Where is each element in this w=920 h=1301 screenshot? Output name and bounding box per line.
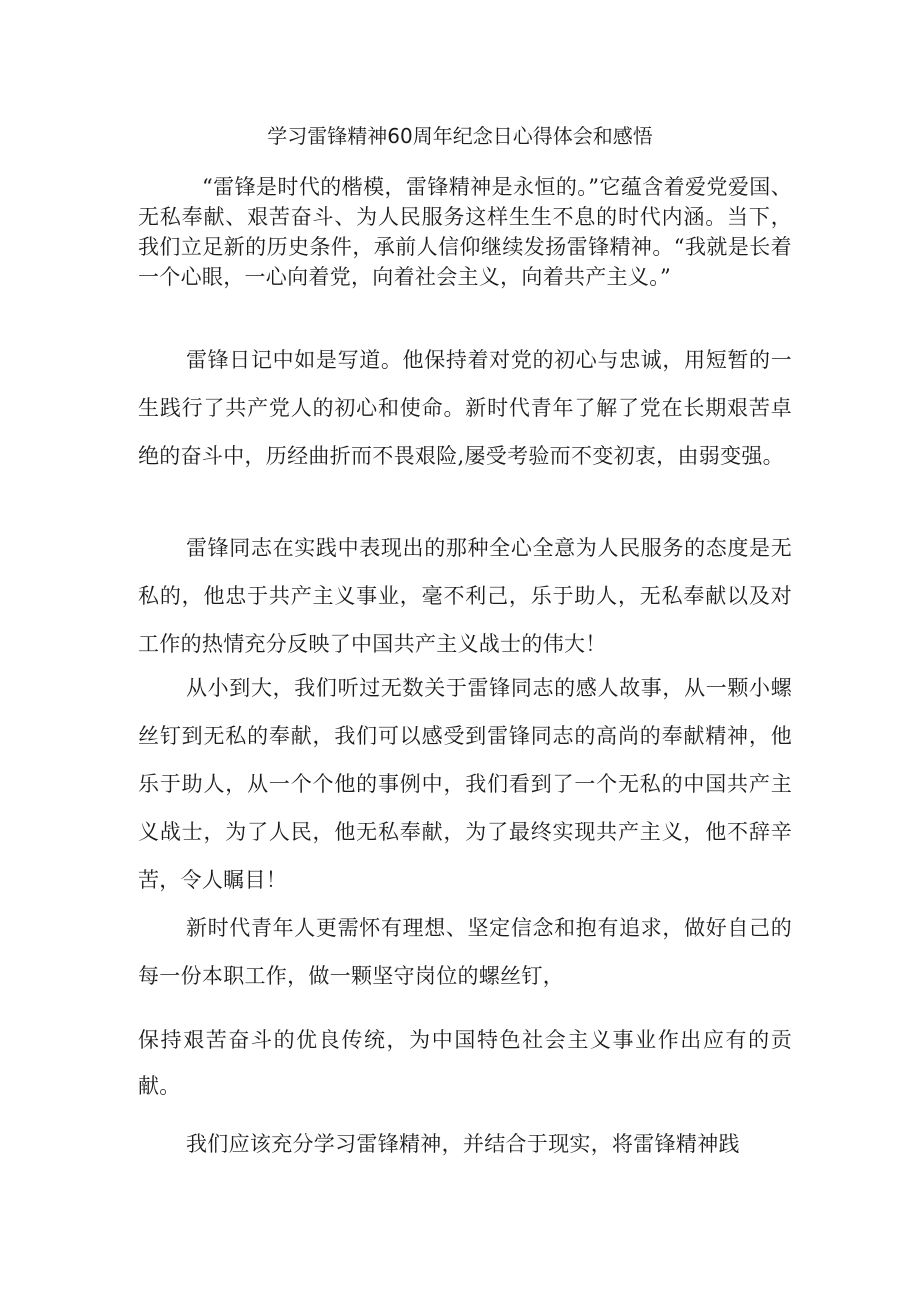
document-title: 学习雷锋精神60周年纪念日心得体会和感悟: [267, 124, 653, 148]
paragraph-2: 雷锋日记中如是写道。他保持着对党的初心与忠诚，用短暂的一生践行了共产党人的初心和使命。新时代青年了解了党在长期艰苦卓绝的奋斗中，历经曲折而不畏艰险,屡受考验而不变初衷，由弱变强。: [138, 348, 792, 468]
paragraph-7: 我们应该充分学习雷锋精神，并结合于现实，将雷锋精神践: [186, 1132, 740, 1156]
paragraph-3: 雷锋同志在实践中表现出的那种全心全意为人民服务的态度是无私的，他忠于共产主义事业，毫不利己，乐于助人，无私奉献以及对工作的热情充分反映了中国共产主义战士的伟大！: [138, 536, 792, 656]
paragraph-5: 新时代青年人更需怀有理想、坚定信念和抱有追求，做好自己的每一份本职工作，做一颗坚守岗位的螺丝钉，: [138, 916, 792, 988]
paragraph-1: “雷锋是时代的楷模，雷锋精神是永恒的。”它蕴含着爱党爱国、无私奉献、艰苦奋斗、为人民服务这样生生不息的时代内涵。当下，我们立足新的历史条件，承前人信仰继续发扬雷锋精神。“我就是长着一个心眼，一心向着党，向着社会主义，向着共产主义。”: [138, 175, 792, 289]
paragraph-4: 从小到大，我们听过无数关于雷锋同志的感人故事，从一颗小螺丝钉到无私的奉献，我们可以感受到雷锋同志的高尚的奉献精神，他乐于助人，从一个个他的事例中，我们看到了一个无私的中国共产主义战士，为了人民，他无私奉献，为了最终实现共产主义，他不辞辛苦，令人瞩目！: [138, 676, 792, 892]
paragraph-6: 保持艰苦奋斗的优良传统，为中国特色社会主义事业作出应有的贡献。: [138, 1028, 792, 1098]
